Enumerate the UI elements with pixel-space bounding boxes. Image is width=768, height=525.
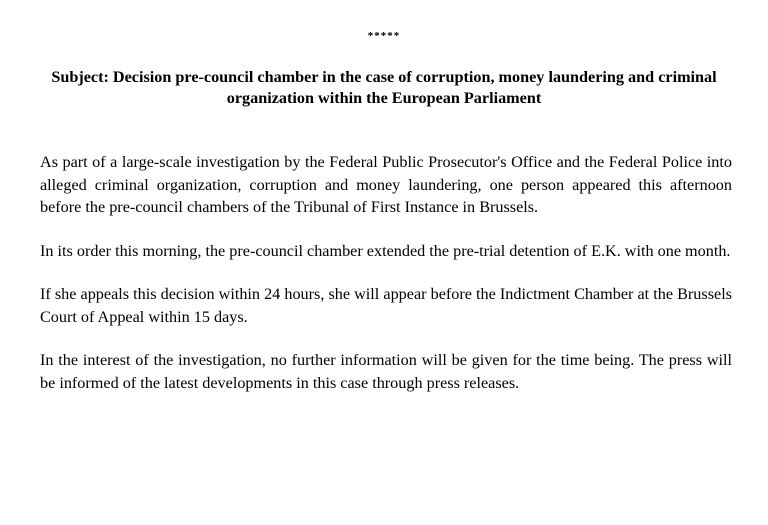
paragraph-appeal: If she appeals this decision within 24 hours, she will appear before the Indictment Chamber at the Brussels Court of Appeal within 15 days. [40,285,732,326]
paragraph-press-info: In the interest of the investigation, no further information will be given for the time being. The press will be informed of the latest developments in this case through press releases. [40,351,732,392]
subject-heading: Subject: Decision pre-council chamber in the case of corruption, money laundering and criminal organization within the European Parliament [51,68,717,107]
separator-asterisks: ***** [367,30,401,42]
body-text [40,151,732,415]
paragraph-investigation: As part of a large-scale investigation by the Federal Public Prosecutor's Office and the Federal Police into alleged criminal organization, corruption and money laundering, one person appeared this afternoon before the pre-council chambers of the Tribunal of First Instance in Brussels. [40,153,732,216]
paragraph-detention-order: In its order this morning, the pre-council chamber extended the pre-trial detention of E.K. with one month. [40,241,731,260]
